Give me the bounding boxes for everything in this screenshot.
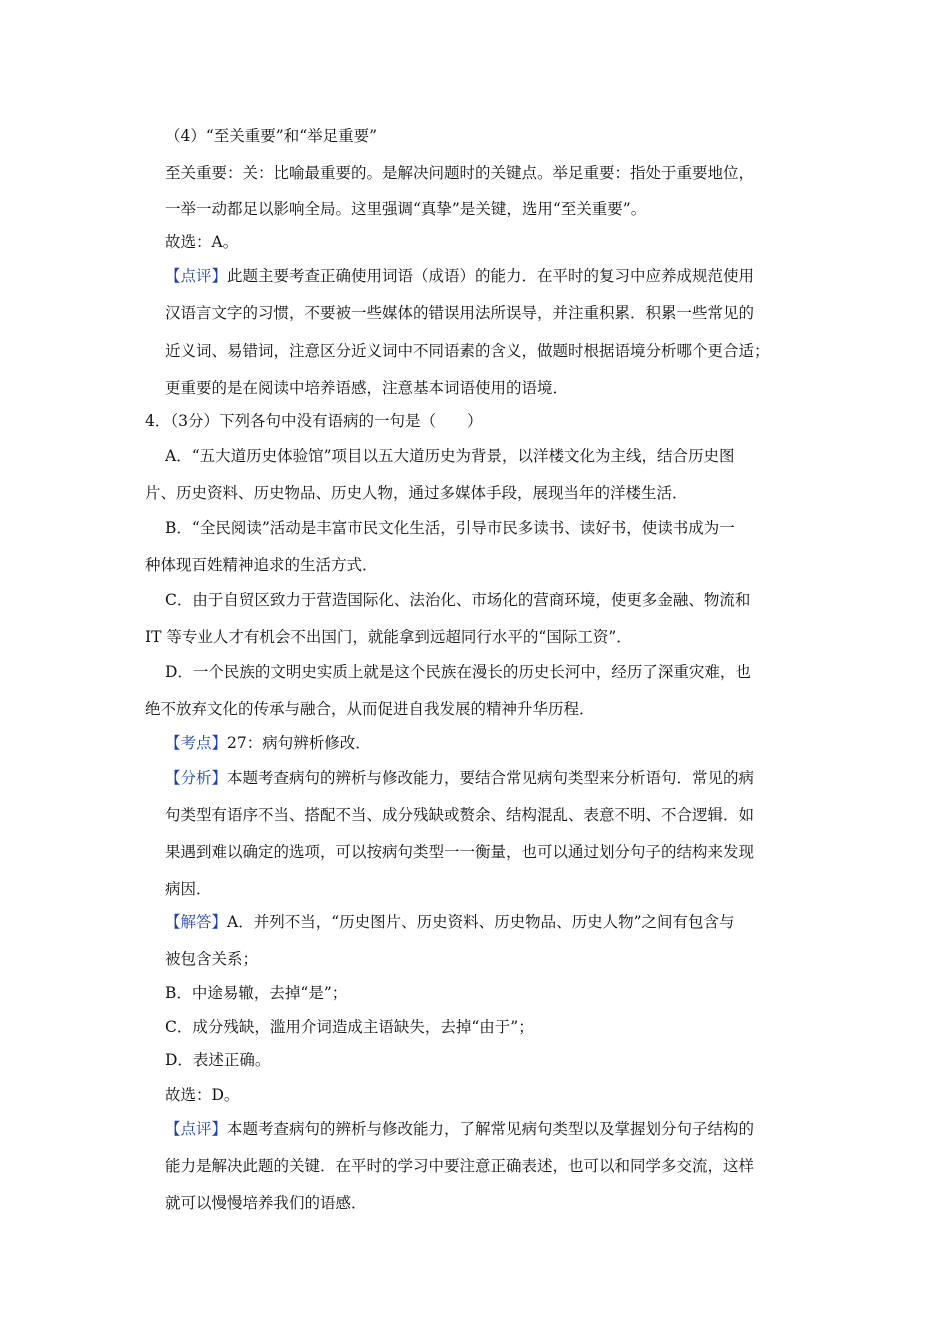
dianping-tag: 【点评】 [165, 1120, 228, 1138]
answer-choice: 故选：A。 [165, 233, 239, 251]
option-d-cont: 绝不放弃文化的传承与融合，从而促进自我发展的精神升华历程． [145, 700, 595, 718]
explanation-line: 至关重要：关：比喻最重要的。是解决问题时的关键点。举足重要：指处于重要地位， [165, 164, 755, 182]
jieda-d: D．表述正确。 [165, 1051, 271, 1069]
jieda-tag: 【解答】 [165, 913, 228, 931]
fenxi-tag: 【分析】 [165, 769, 228, 787]
dianping-line: 能力是解决此题的关键．在平时的学习中要注意正确表述，也可以和同学多交流，这样 [165, 1157, 755, 1175]
option-c-cont: IT 等专业人才有机会不出国门，就能拿到远超同行水平的“国际工资”． [145, 628, 632, 646]
dianping-line: 就可以慢慢培养我们的语感． [165, 1194, 367, 1212]
kaodian-tag: 【考点】 [165, 734, 228, 752]
kaodian-text: 27：病句辨析修改． [227, 734, 371, 752]
fenxi-text: 本题考查病句的辨析与修改能力，要结合常见病句类型来分析语句．常见的病 [227, 769, 755, 787]
fenxi-line [165, 768, 754, 788]
option-a-cont: 片、历史资料、历史物品、历史人物，通过多媒体手段，展现当年的洋楼生活． [145, 484, 688, 502]
kaodian-line [165, 733, 371, 753]
jieda-c: C．成分残缺，滥用介词造成主语缺失，去掉“由于”； [165, 1018, 534, 1036]
option-a: A．“五大道历史体验馆”项目以五大道历史为背景，以洋楼文化为主线，结合历史图 [165, 447, 735, 465]
fenxi-line: 果遇到难以确定的选项，可以按病句类型一一衡量，也可以通过划分句子的结构来发现 [165, 843, 755, 861]
jieda-line: 被包含关系； [165, 950, 259, 968]
comment-line [165, 266, 754, 286]
option-b-cont: 种体现百姓精神追求的生活方式． [145, 556, 378, 574]
option-d: D．一个民族的文明史实质上就是这个民族在漫长的历史长河中，经历了深重灾难，也 [165, 663, 751, 681]
option-b: B．“全民阅读”活动是丰富市民文化生活，引导市民多读书、读好书，使读书成为一 [165, 519, 735, 537]
fenxi-line: 病因． [165, 880, 212, 898]
sub-heading: （4）“至关重要”和“举足重要” [165, 127, 378, 145]
jieda-text: A．并列不当，“历史图片、历史资料、历史物品、历史人物”之间有包含与 [227, 913, 735, 931]
option-c: C．由于自贸区致力于营造国际化、法治化、市场化的营商环境，使更多金融、物流和 [165, 591, 751, 609]
jieda-b: B．中途易辙，去掉“是”； [165, 984, 348, 1002]
comment-line: 汉语言文字的习惯，不要被一些媒体的错误用法所误导，并注重积累．积累一些常见的 [165, 304, 755, 322]
comment-text: 此题主要考查正确使用词语（成语）的能力．在平时的复习中应养成规范使用 [227, 267, 755, 285]
comment-line: 更重要的是在阅读中培养语感，注意基本词语使用的语境． [165, 379, 569, 397]
answer-choice: 故选：D。 [165, 1086, 240, 1104]
explanation-line: 一举一动都足以影响全局。这里强调“真挚”是关键，选用“至关重要”。 [165, 200, 647, 218]
comment-line: 近义词、易错词，注意区分近义词中不同语素的含义，做题时根据语境分析哪个更合适； [165, 342, 770, 360]
jieda-line [165, 912, 735, 932]
comment-tag: 【点评】 [165, 267, 228, 285]
dianping-text: 本题考查病句的辨析与修改能力，了解常见病句类型以及掌握划分句子结构的 [227, 1120, 755, 1138]
fenxi-line: 句类型有语序不当、搭配不当、成分残缺或赘余、结构混乱、表意不明、不合逻辑．如 [165, 806, 755, 824]
dianping-line [165, 1119, 754, 1139]
question-stem: 4．（3分）下列各句中没有语病的一句是（ ） [145, 412, 483, 430]
